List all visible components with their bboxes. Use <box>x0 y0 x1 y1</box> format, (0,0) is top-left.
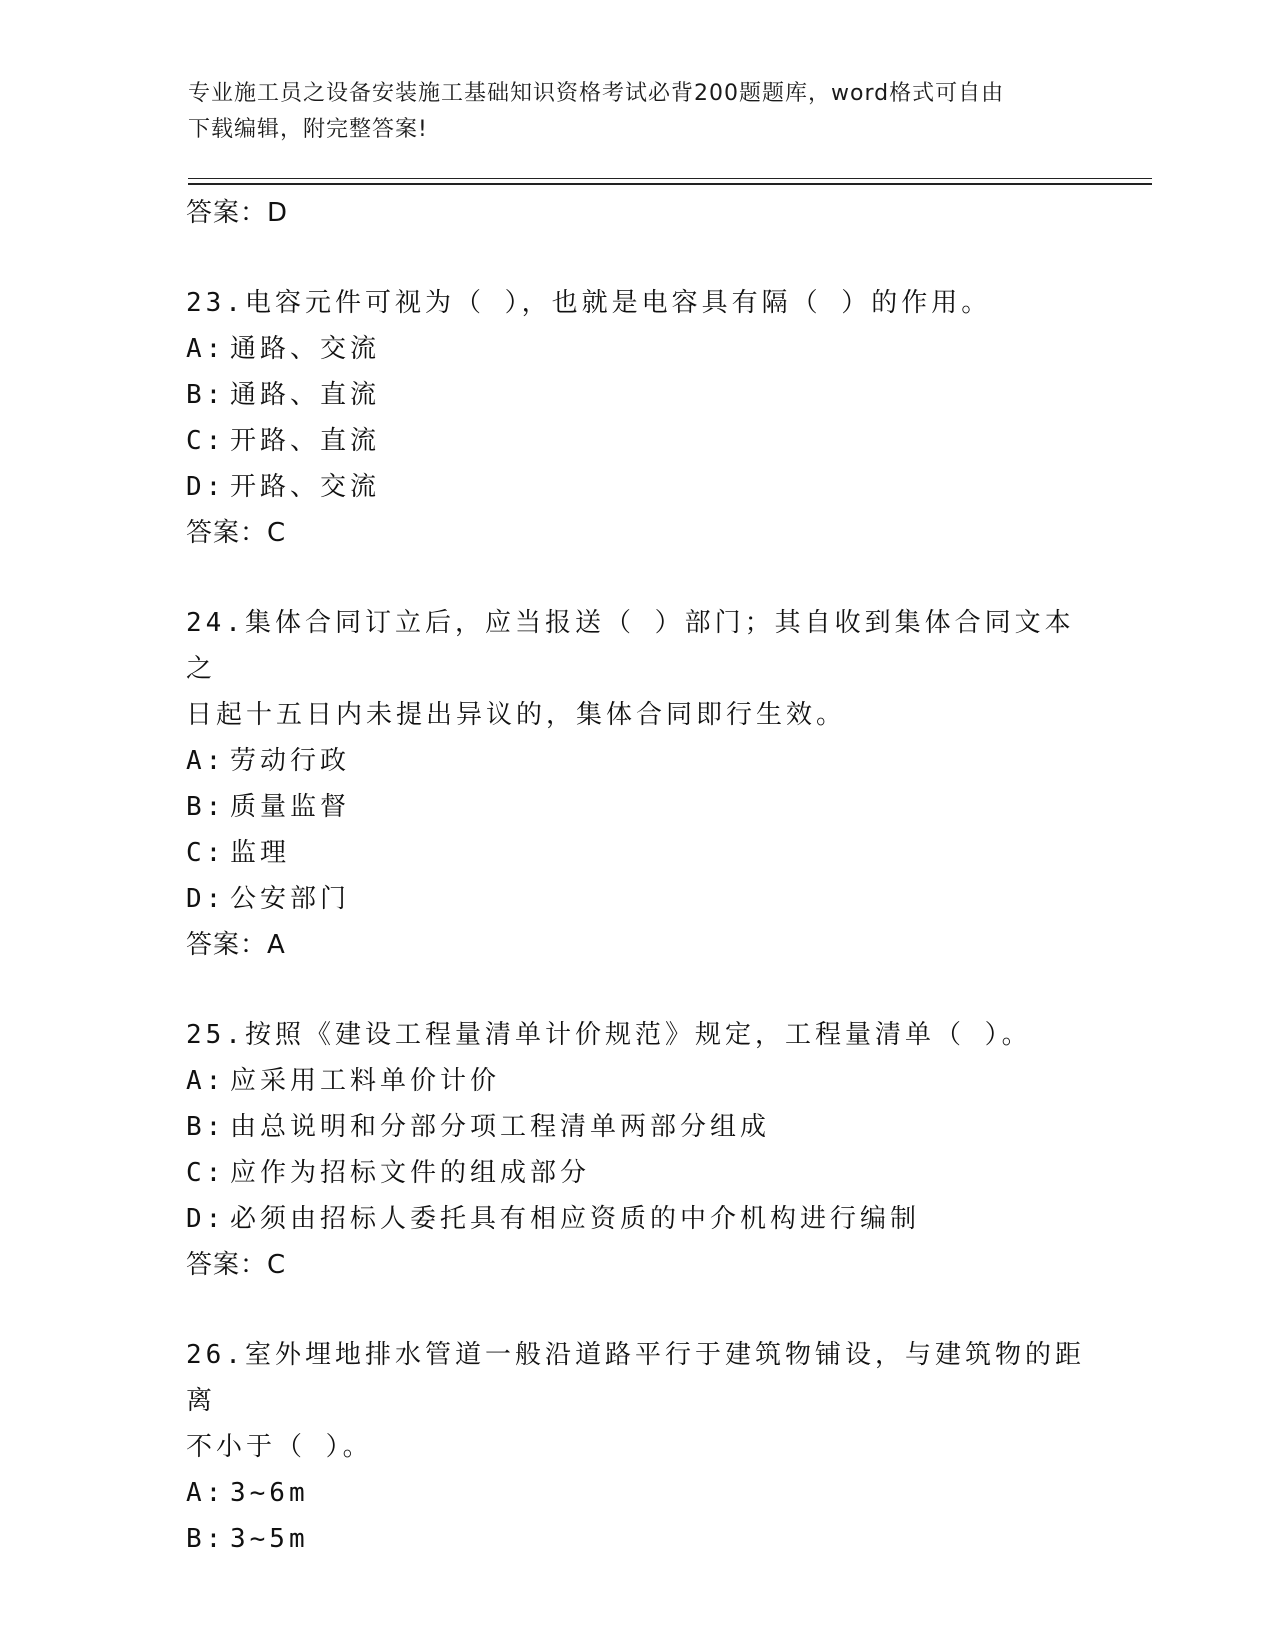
header-divider-thick <box>188 183 1152 185</box>
section-gap <box>186 968 1086 1012</box>
option-a <box>186 326 1086 372</box>
option-c <box>186 1150 1086 1196</box>
section-gap <box>186 1288 1086 1332</box>
option-text: 3~6m <box>230 1478 309 1508</box>
option-a <box>186 738 1086 784</box>
option-key: C: <box>186 1158 226 1188</box>
answer-23: 答案：C <box>186 518 287 548</box>
option-d <box>186 876 1086 922</box>
option-d <box>186 1196 1086 1242</box>
option-text: 通路、直流 <box>230 380 381 410</box>
option-a <box>186 1058 1086 1104</box>
question-25-text: 25.按照《建设工程量清单计价规范》规定，工程量清单（ ）。 <box>186 1020 1032 1050</box>
option-text: 劳动行政 <box>230 746 351 776</box>
question-26-text-line-1: 26.室外埋地排水管道一般沿道路平行于建筑物铺设，与建筑物的距离 <box>186 1340 1085 1416</box>
option-text: 公安部门 <box>230 884 351 914</box>
option-b <box>186 372 1086 418</box>
question-24 <box>186 600 1086 968</box>
option-b <box>186 1104 1086 1150</box>
page-header <box>188 76 1068 148</box>
option-a <box>186 1470 1086 1516</box>
option-key: B: <box>186 380 226 410</box>
question-list <box>186 190 1086 1562</box>
option-text: 应采用工料单价计价 <box>230 1066 501 1096</box>
option-text: 监理 <box>230 838 291 868</box>
option-text: 开路、直流 <box>230 426 381 456</box>
option-text: 质量监督 <box>230 792 351 822</box>
option-key: D: <box>186 884 226 914</box>
option-key: C: <box>186 838 226 868</box>
question-25 <box>186 1012 1086 1288</box>
option-b <box>186 1516 1086 1562</box>
header-divider-thin <box>188 178 1152 179</box>
option-key: D: <box>186 1204 226 1234</box>
question-23 <box>186 280 1086 556</box>
option-key: B: <box>186 1112 226 1142</box>
section-gap <box>186 556 1086 600</box>
option-b <box>186 784 1086 830</box>
option-d <box>186 464 1086 510</box>
header-title-line-2: 下载编辑，附完整答案! <box>188 117 428 142</box>
option-key: B: <box>186 792 226 822</box>
answer-24: 答案：A <box>186 930 286 960</box>
question-26-text-line-2: 不小于（ ）。 <box>186 1432 373 1462</box>
option-text: 通路、交流 <box>230 334 381 364</box>
option-key: A: <box>186 746 226 776</box>
option-key: A: <box>186 1066 226 1096</box>
option-text: 3~5m <box>230 1524 309 1554</box>
option-key: C: <box>186 426 226 456</box>
option-text: 由总说明和分部分项工程清单两部分组成 <box>230 1112 771 1142</box>
answer-25: 答案：C <box>186 1250 287 1280</box>
option-c <box>186 830 1086 876</box>
question-23-text: 23.电容元件可视为（ ），也就是电容具有隔（ ）的作用。 <box>186 288 992 318</box>
answer-previous: 答案：D <box>186 198 289 228</box>
question-24-text-line-1: 24.集体合同订立后，应当报送（ ）部门；其自收到集体合同文本之 <box>186 608 1075 684</box>
option-key: B: <box>186 1524 226 1554</box>
option-key: A: <box>186 334 226 364</box>
section-gap <box>186 236 1086 280</box>
option-c <box>186 418 1086 464</box>
option-key: D: <box>186 472 226 502</box>
option-text: 必须由招标人委托具有相应资质的中介机构进行编制 <box>230 1204 921 1234</box>
header-title-line-1: 专业施工员之设备安装施工基础知识资格考试必背200题题库，word格式可自由 <box>188 81 1005 106</box>
question-26 <box>186 1332 1086 1562</box>
question-24-text-line-2: 日起十五日内未提出异议的，集体合同即行生效。 <box>186 700 847 730</box>
option-text: 应作为招标文件的组成部分 <box>230 1158 591 1188</box>
option-text: 开路、交流 <box>230 472 381 502</box>
option-key: A: <box>186 1478 226 1508</box>
